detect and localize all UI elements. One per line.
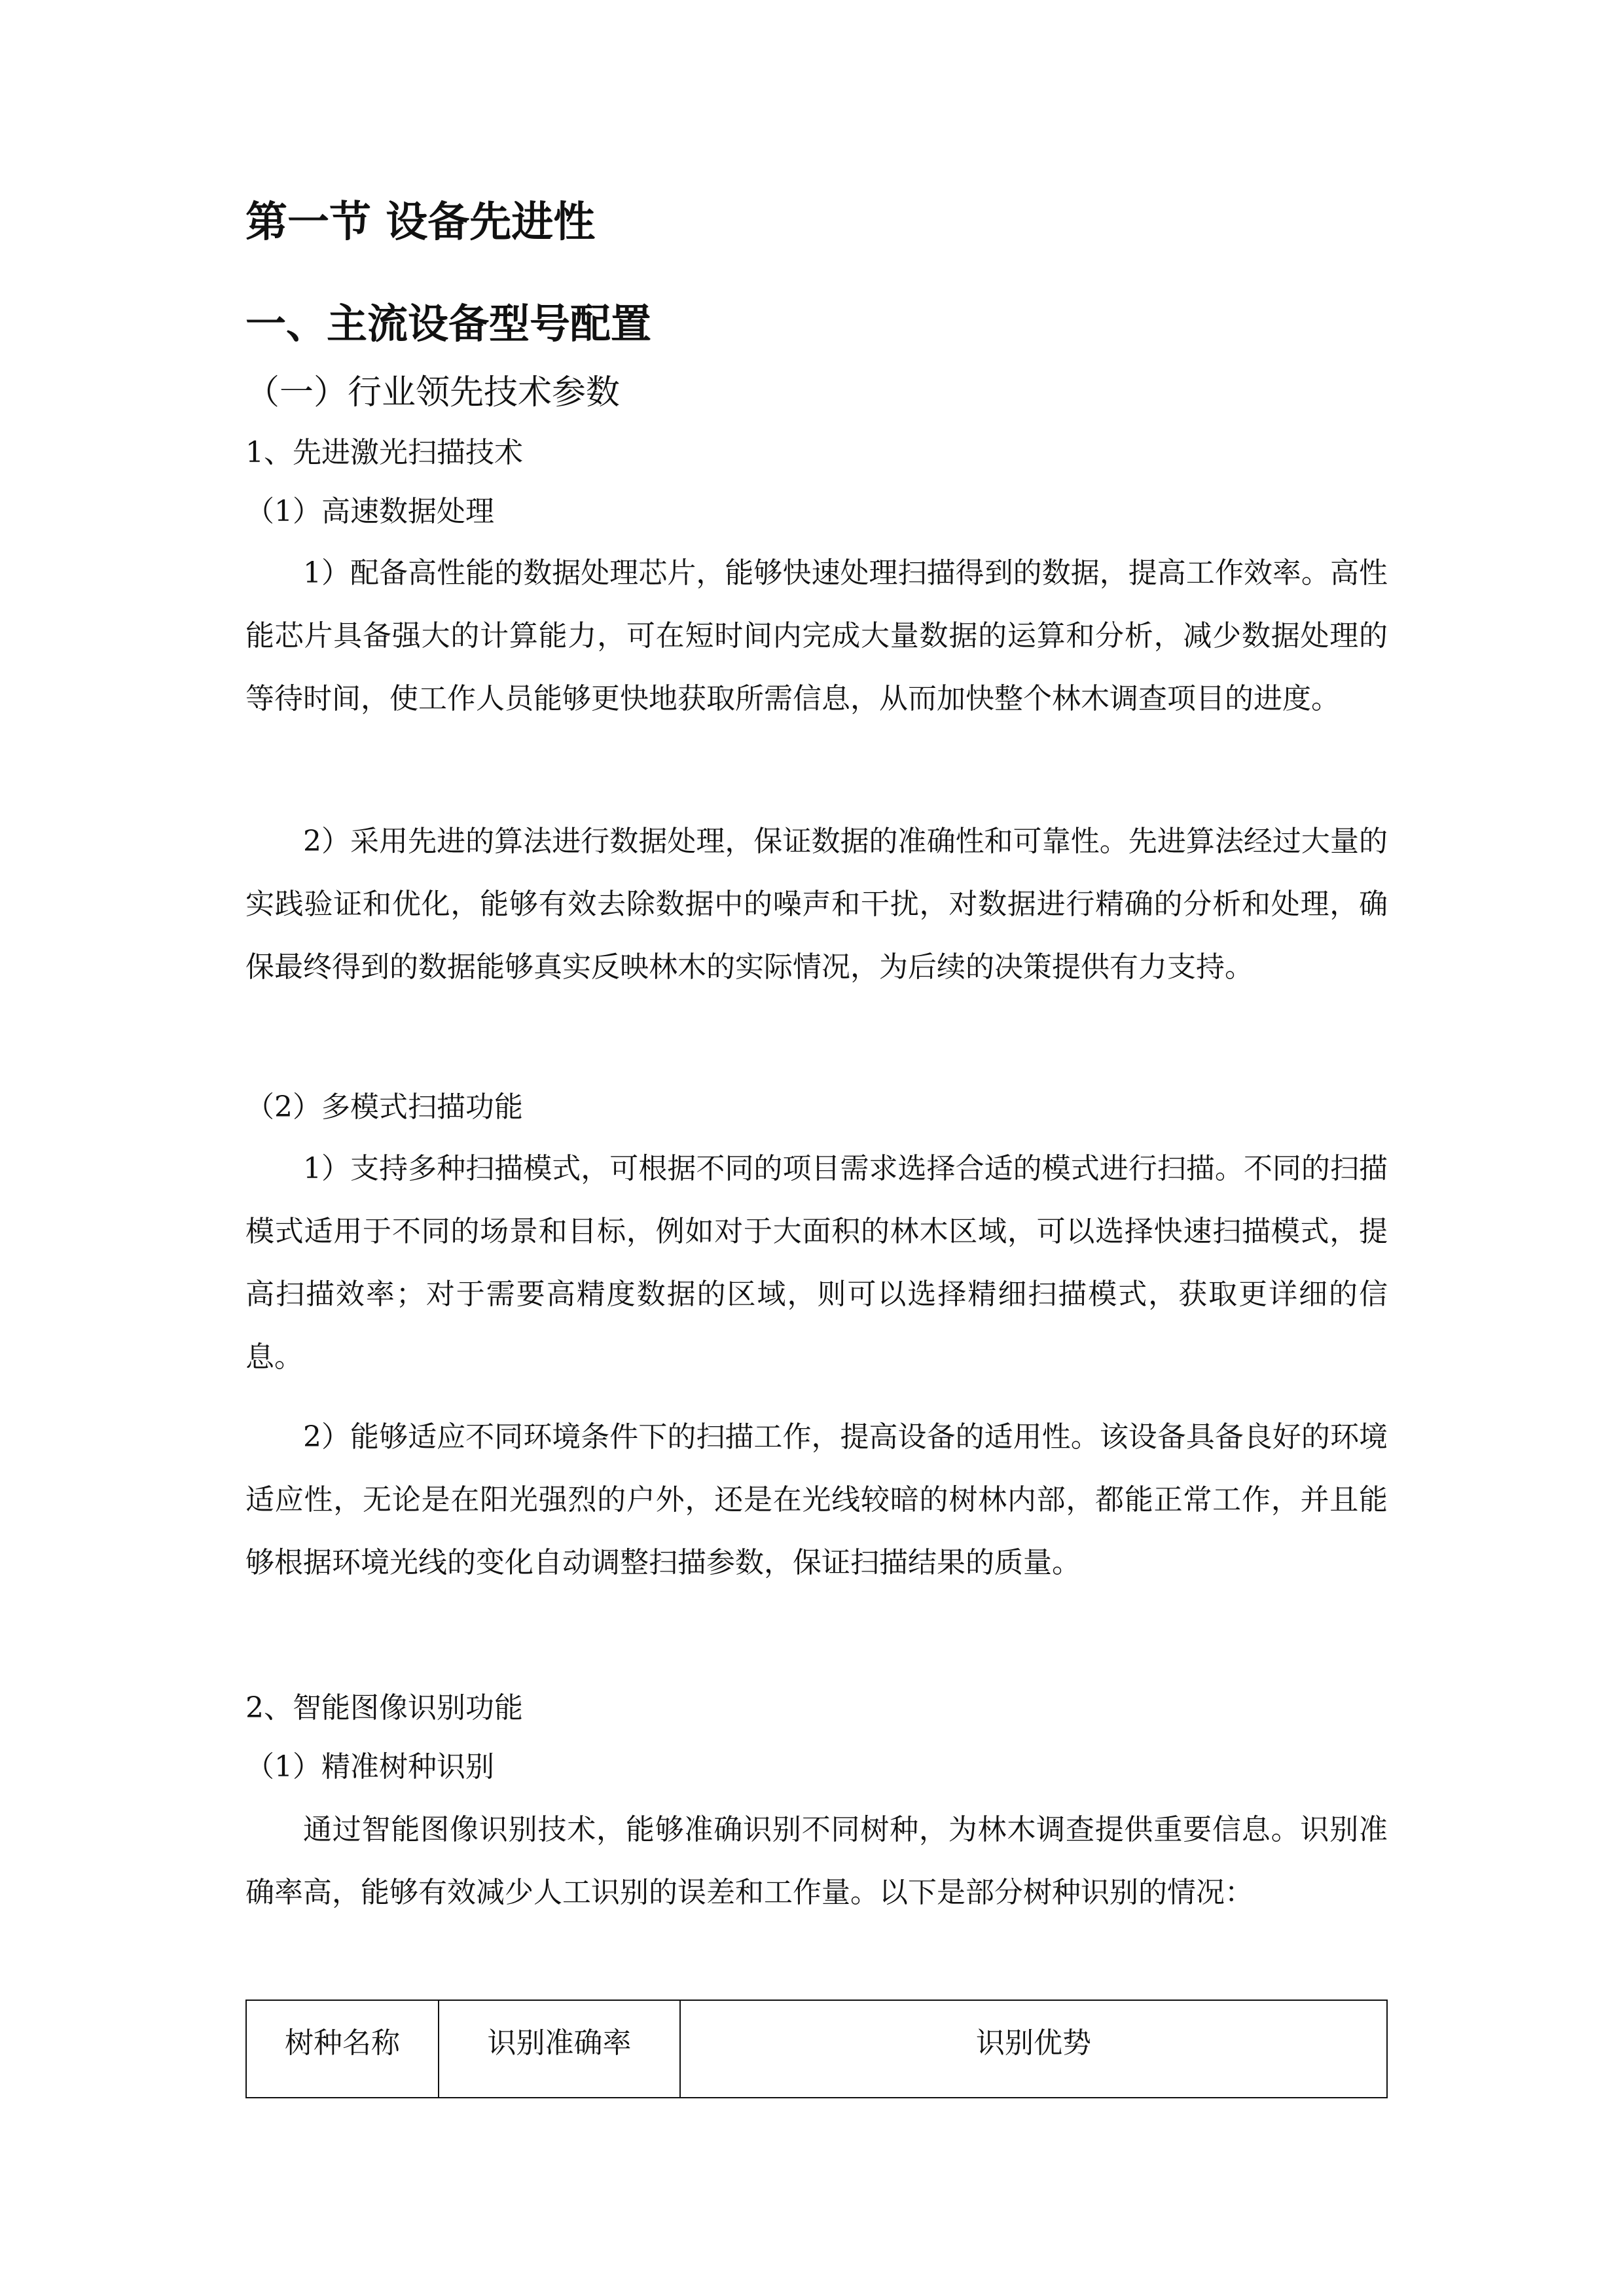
item1-sub1-paragraph-2: 2）采用先进的算法进行数据处理，保证数据的准确性和可靠性。先进算法经过大量的实践验证和优化，能够有效去除数据中的噪声和干扰，对数据进行精确的分析和处理，确保最终得到的数据能够真实反映林木的实际情况，为后续的决策提供有力支持。 [245, 825, 1388, 984]
item2-title: 2、智能图像识别功能 [245, 1691, 523, 1725]
section-title: 第一节 设备先进性 [245, 198, 596, 247]
chapter-title: 一、主流设备型号配置 [245, 300, 652, 348]
item1-sub2-title: （2）多模式扫描功能 [245, 1090, 523, 1124]
item1-sub2-paragraph-2: 2）能够适应不同环境条件下的扫描工作，提高设备的适用性。该设备具备良好的环境适应性，无论是在阳光强烈的户外，还是在光线较暗的树林内部，都能正常工作，并且能够根据环境光线的变化自动调整扫描参数，保证扫描结果的质量。 [245, 1420, 1388, 1579]
table-header-row [246, 2000, 1387, 2098]
item1-sub1-title: （1）高速数据处理 [245, 495, 494, 528]
item1-title: 1、先进激光扫描技术 [245, 436, 523, 469]
subsection-title: （一）行业领先技术参数 [245, 373, 621, 412]
table-header-advantage: 识别优势 [680, 2000, 1387, 2098]
item2-sub1-paragraph: 通过智能图像识别技术，能够准确识别不同树种，为林木调查提供重要信息。识别准确率高，能够有效减少人工识别的误差和工作量。以下是部分树种识别的情况： [245, 1813, 1388, 1909]
item2-sub1-title: （1）精准树种识别 [245, 1750, 494, 1784]
item1-sub1-paragraph-1: 1）配备高性能的数据处理芯片，能够快速处理扫描得到的数据，提高工作效率。高性能芯片具备强大的计算能力，可在短时间内完成大量数据的运算和分析，减少数据处理的等待时间，使工作人员能够更快地获取所需信息，从而加快整个林木调查项目的进度。 [245, 556, 1388, 715]
table-header-species-name: 树种名称 [246, 2000, 439, 2098]
item1-sub2-paragraph-1: 1）支持多种扫描模式，可根据不同的项目需求选择合适的模式进行扫描。不同的扫描模式适用于不同的场景和目标，例如对于大面积的林木区域，可以选择快速扫描模式，提高扫描效率；对于需要高精度数据的区域，则可以选择精细扫描模式，获取更详细的信息。 [245, 1152, 1388, 1374]
species-recognition-table [245, 2000, 1388, 2098]
table-header-accuracy: 识别准确率 [439, 2000, 680, 2098]
